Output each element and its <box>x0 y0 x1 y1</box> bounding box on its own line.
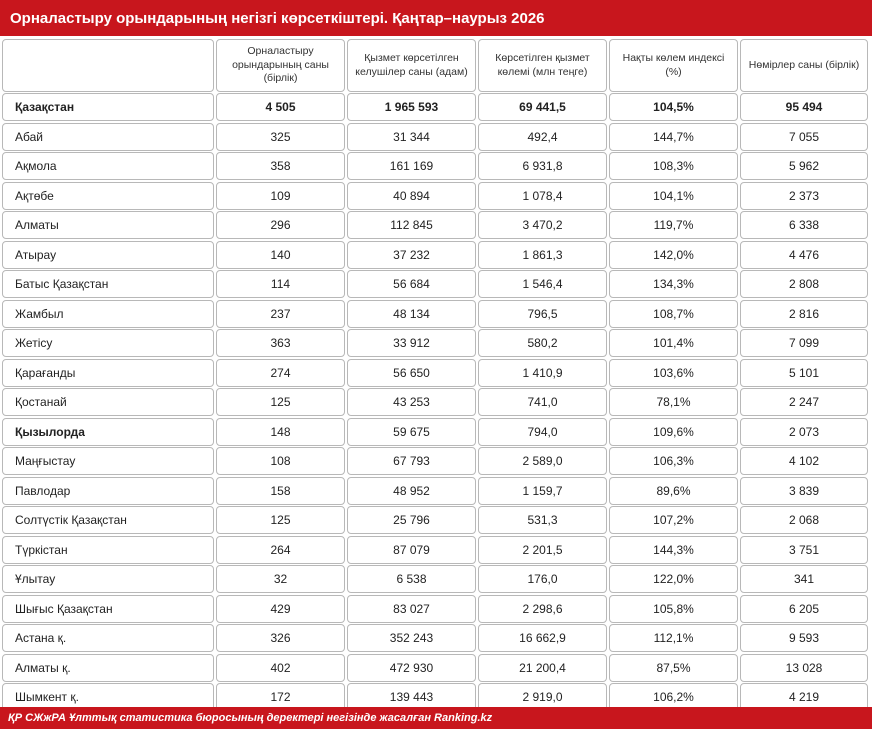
cell-visitors: 6 538 <box>347 565 476 593</box>
cell-units: 148 <box>216 418 345 446</box>
cell-rooms: 2 808 <box>740 270 868 298</box>
cell-region: Батыс Қазақстан <box>2 270 214 298</box>
cell-region: Қызылорда <box>2 418 214 446</box>
cell-index: 104,5% <box>609 93 738 121</box>
data-table <box>2 39 870 703</box>
source-footer: ҚР СЖжРА Ұлттық статистика бюросының деректері негізінде жасалған Ranking.kz <box>0 707 872 729</box>
cell-volume: 580,2 <box>478 329 607 357</box>
cell-visitors: 56 684 <box>347 270 476 298</box>
header-volume: Көрсетілген қызмет көлемі (млн теңге) <box>478 39 607 92</box>
cell-volume: 492,4 <box>478 123 607 151</box>
cell-visitors: 67 793 <box>347 447 476 475</box>
cell-units: 326 <box>216 624 345 652</box>
cell-units: 4 505 <box>216 93 345 121</box>
cell-units: 158 <box>216 477 345 505</box>
header-units: Орналастыру орындарының саны (бірлік) <box>216 39 345 92</box>
cell-region: Жетісу <box>2 329 214 357</box>
cell-volume: 1 410,9 <box>478 359 607 387</box>
cell-rooms: 4 219 <box>740 683 868 711</box>
cell-region: Алматы қ. <box>2 654 214 682</box>
cell-volume: 3 470,2 <box>478 211 607 239</box>
cell-volume: 69 441,5 <box>478 93 607 121</box>
cell-index: 144,7% <box>609 123 738 151</box>
cell-region: Қарағанды <box>2 359 214 387</box>
cell-units: 325 <box>216 123 345 151</box>
header-region <box>2 39 214 92</box>
cell-units: 32 <box>216 565 345 593</box>
cell-volume: 794,0 <box>478 418 607 446</box>
cell-units: 125 <box>216 388 345 416</box>
cell-volume: 796,5 <box>478 300 607 328</box>
cell-units: 237 <box>216 300 345 328</box>
cell-units: 274 <box>216 359 345 387</box>
cell-volume: 2 201,5 <box>478 536 607 564</box>
cell-rooms: 7 055 <box>740 123 868 151</box>
cell-index: 87,5% <box>609 654 738 682</box>
cell-volume: 16 662,9 <box>478 624 607 652</box>
cell-rooms: 2 073 <box>740 418 868 446</box>
cell-index: 103,6% <box>609 359 738 387</box>
cell-index: 89,6% <box>609 477 738 505</box>
cell-volume: 2 589,0 <box>478 447 607 475</box>
cell-units: 109 <box>216 182 345 210</box>
cell-visitors: 87 079 <box>347 536 476 564</box>
cell-region: Павлодар <box>2 477 214 505</box>
cell-visitors: 1 965 593 <box>347 93 476 121</box>
page-title: Орналастыру орындарының негізгі көрсеткіштері. Қаңтар–наурыз 2026 <box>0 0 872 36</box>
cell-rooms: 4 476 <box>740 241 868 269</box>
cell-visitors: 43 253 <box>347 388 476 416</box>
cell-rooms: 2 068 <box>740 506 868 534</box>
cell-volume: 741,0 <box>478 388 607 416</box>
cell-region: Ұлытау <box>2 565 214 593</box>
cell-index: 112,1% <box>609 624 738 652</box>
cell-index: 101,4% <box>609 329 738 357</box>
cell-index: 144,3% <box>609 536 738 564</box>
cell-units: 429 <box>216 595 345 623</box>
cell-region: Шымкент қ. <box>2 683 214 711</box>
cell-rooms: 4 102 <box>740 447 868 475</box>
cell-index: 78,1% <box>609 388 738 416</box>
cell-visitors: 37 232 <box>347 241 476 269</box>
header-visitors: Қызмет көрсетілген келушілер саны (адам) <box>347 39 476 92</box>
table-grid <box>2 39 870 711</box>
cell-units: 140 <box>216 241 345 269</box>
cell-region: Маңғыстау <box>2 447 214 475</box>
cell-volume: 1 159,7 <box>478 477 607 505</box>
cell-visitors: 40 894 <box>347 182 476 210</box>
cell-index: 119,7% <box>609 211 738 239</box>
cell-visitors: 25 796 <box>347 506 476 534</box>
cell-index: 109,6% <box>609 418 738 446</box>
cell-volume: 21 200,4 <box>478 654 607 682</box>
cell-region: Абай <box>2 123 214 151</box>
cell-index: 106,2% <box>609 683 738 711</box>
cell-rooms: 5 962 <box>740 152 868 180</box>
cell-units: 296 <box>216 211 345 239</box>
cell-rooms: 7 099 <box>740 329 868 357</box>
cell-index: 108,7% <box>609 300 738 328</box>
cell-volume: 2 919,0 <box>478 683 607 711</box>
cell-rooms: 2 816 <box>740 300 868 328</box>
cell-units: 108 <box>216 447 345 475</box>
cell-visitors: 83 027 <box>347 595 476 623</box>
cell-volume: 1 546,4 <box>478 270 607 298</box>
cell-visitors: 472 930 <box>347 654 476 682</box>
cell-rooms: 3 839 <box>740 477 868 505</box>
cell-visitors: 33 912 <box>347 329 476 357</box>
cell-region: Қазақстан <box>2 93 214 121</box>
cell-units: 358 <box>216 152 345 180</box>
cell-volume: 1 861,3 <box>478 241 607 269</box>
cell-rooms: 95 494 <box>740 93 868 121</box>
cell-index: 105,8% <box>609 595 738 623</box>
cell-volume: 176,0 <box>478 565 607 593</box>
cell-rooms: 341 <box>740 565 868 593</box>
cell-rooms: 9 593 <box>740 624 868 652</box>
cell-region: Астана қ. <box>2 624 214 652</box>
cell-visitors: 59 675 <box>347 418 476 446</box>
cell-region: Алматы <box>2 211 214 239</box>
cell-region: Ақтөбе <box>2 182 214 210</box>
cell-visitors: 352 243 <box>347 624 476 652</box>
cell-index: 134,3% <box>609 270 738 298</box>
cell-visitors: 161 169 <box>347 152 476 180</box>
cell-visitors: 48 134 <box>347 300 476 328</box>
cell-rooms: 2 373 <box>740 182 868 210</box>
cell-volume: 2 298,6 <box>478 595 607 623</box>
cell-region: Қостанай <box>2 388 214 416</box>
cell-index: 108,3% <box>609 152 738 180</box>
cell-volume: 531,3 <box>478 506 607 534</box>
cell-region: Жамбыл <box>2 300 214 328</box>
cell-index: 106,3% <box>609 447 738 475</box>
header-rooms: Нөмірлер саны (бірлік) <box>740 39 868 92</box>
cell-index: 122,0% <box>609 565 738 593</box>
cell-rooms: 13 028 <box>740 654 868 682</box>
cell-volume: 6 931,8 <box>478 152 607 180</box>
cell-region: Түркістан <box>2 536 214 564</box>
cell-visitors: 31 344 <box>347 123 476 151</box>
cell-index: 142,0% <box>609 241 738 269</box>
cell-region: Ақмола <box>2 152 214 180</box>
cell-units: 402 <box>216 654 345 682</box>
cell-visitors: 112 845 <box>347 211 476 239</box>
cell-units: 114 <box>216 270 345 298</box>
cell-rooms: 6 205 <box>740 595 868 623</box>
cell-units: 264 <box>216 536 345 564</box>
cell-rooms: 3 751 <box>740 536 868 564</box>
cell-rooms: 6 338 <box>740 211 868 239</box>
cell-volume: 1 078,4 <box>478 182 607 210</box>
cell-visitors: 139 443 <box>347 683 476 711</box>
cell-units: 125 <box>216 506 345 534</box>
header-index: Нақты көлем индексі (%) <box>609 39 738 92</box>
cell-units: 172 <box>216 683 345 711</box>
cell-units: 363 <box>216 329 345 357</box>
cell-visitors: 56 650 <box>347 359 476 387</box>
cell-region: Солтүстік Қазақстан <box>2 506 214 534</box>
cell-rooms: 5 101 <box>740 359 868 387</box>
cell-index: 107,2% <box>609 506 738 534</box>
cell-region: Шығыс Қазақстан <box>2 595 214 623</box>
cell-region: Атырау <box>2 241 214 269</box>
cell-visitors: 48 952 <box>347 477 476 505</box>
cell-rooms: 2 247 <box>740 388 868 416</box>
cell-index: 104,1% <box>609 182 738 210</box>
